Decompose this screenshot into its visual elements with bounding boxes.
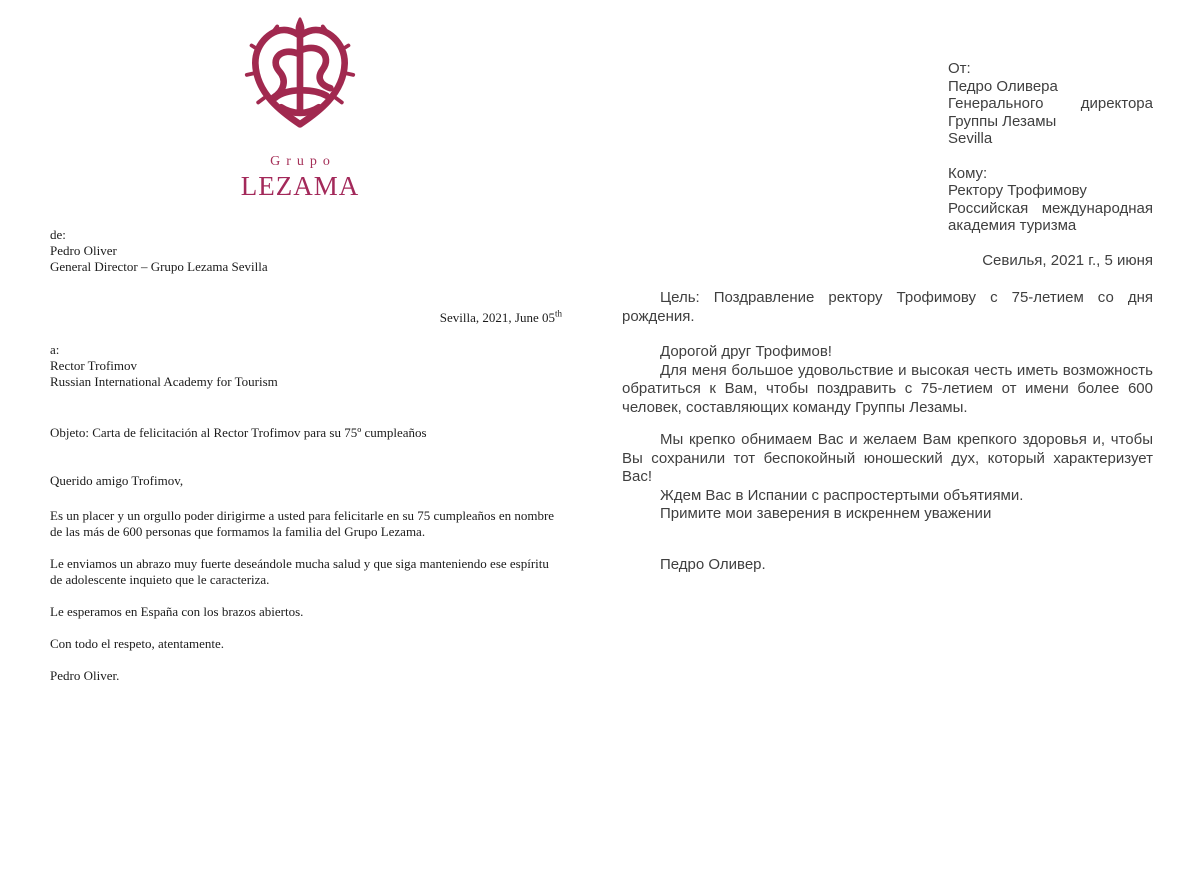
sender-block-es: [50, 227, 562, 275]
subject-line-ru: Цель: Поздравление ректору Трофимову с 75-летием со дня рождения.: [622, 289, 1153, 325]
sender-label-es: de:: [50, 227, 66, 242]
sender-org-ru: Группы Лезамы: [948, 112, 1057, 130]
paragraph-ru-4: Примите мои заверения в искреннем уважении: [660, 505, 992, 522]
paragraph-ru-1: Для меня большое удовольствие и высокая честь иметь возможность обратиться к Вам, чтобы поздравить с 75-летием от имени более 600 человек, составляющих команду Группы Лезамы.: [622, 361, 1153, 416]
recipient-block-es: [50, 342, 562, 390]
salutation-ru: Дорогой друг Трофимов!: [660, 343, 832, 360]
recipient-label-ru: Кому:: [948, 164, 988, 182]
subject-line-es: Objeto: Carta de felicitación al Rector Trofimov para su 75º cumpleaños: [50, 425, 427, 440]
lezama-emblem-icon: [243, 14, 357, 132]
sender-name-es: Pedro Oliver: [50, 243, 117, 258]
paragraph-es-1: Es un placer y un orgullo poder dirigirme a usted para felicitarle en su 75 cumpleaños en nombre de las más de 600 personas que formamos la familia del Grupo Lezama.: [50, 508, 555, 539]
recipient-org-ru: Российская международная академия туризма: [948, 199, 1153, 234]
sender-title-ru: Генерального директора: [948, 95, 1153, 112]
dateline-ru: Севилья, 2021 г., 5 июня: [982, 251, 1153, 269]
paragraph-es-2: Le enviamos un abrazo muy fuerte deseándole mucha salud y que siga manteniendo ese espíritu de adolescente inquieto que le caracteriza.: [50, 556, 549, 587]
russian-letter-column: [622, 60, 1153, 574]
logo-grupo-word: Grupo: [270, 154, 336, 169]
recipient-label-es: a:: [50, 342, 60, 357]
paragraph-ru-2: Мы крепко обнимаем Вас и желаем Вам крепкого здоровья и, чтобы Вы сохранили тот беспокойный юношеский дух, который характеризует Вас!: [622, 431, 1153, 485]
sender-title-es: General Director – Grupo Lezama Sevilla: [50, 259, 268, 274]
sender-label-ru: От:: [948, 60, 971, 77]
recipient-name-ru: Ректору Трофимову: [948, 182, 1087, 199]
sender-city-ru: Sevilla: [948, 130, 993, 147]
dateline-es: Sevilla, 2021, June 05th: [439, 308, 562, 325]
sender-block-ru: [948, 60, 1153, 148]
signature-es: Pedro Oliver.: [50, 668, 120, 683]
lezama-logo: [236, 14, 364, 202]
body-group-ru-1: [622, 343, 1153, 417]
closing-es: Con todo el respeto, atentamente.: [50, 636, 225, 651]
sender-name-ru: Педро Оливера: [948, 77, 1058, 95]
signature-ru: Педро Оливер.: [660, 555, 766, 573]
body-group-ru-2: [622, 431, 1153, 524]
date-superscript: th: [554, 308, 562, 319]
salutation-es: Querido amigo Trofimov,: [50, 473, 184, 488]
recipient-org-es: Russian International Academy for Tourism: [50, 374, 278, 389]
spanish-letter-column: [50, 227, 562, 684]
paragraph-es-3: Le esperamos en España con los brazos abiertos.: [50, 604, 304, 619]
logo-lezama-word: LEZAMA: [240, 171, 360, 201]
recipient-name-es: Rector Trofimov: [50, 358, 138, 373]
recipient-block-ru: [948, 165, 1153, 235]
paragraph-ru-3: Ждем Вас в Испании с распростертыми объятиями.: [660, 486, 1024, 504]
